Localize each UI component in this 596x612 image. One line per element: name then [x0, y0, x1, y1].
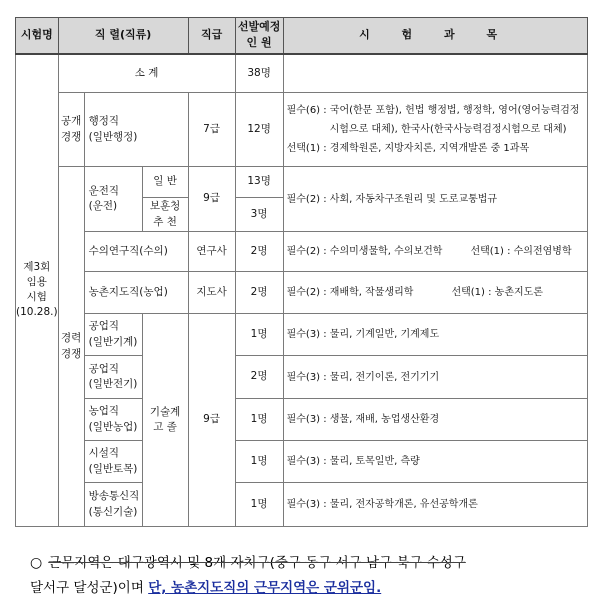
tech-row-4: [16, 441, 588, 483]
tech-rank-4: [84, 441, 142, 483]
note-text-2: 달서구 달성군)이며: [30, 580, 149, 596]
career-type-cell: [58, 167, 84, 527]
tech-rank-1-line1: 공업직: [88, 320, 120, 333]
header-count: [235, 18, 283, 54]
tech-rank-4-line2: (일반토목): [88, 462, 138, 475]
driving-sub-veteran-line1: 보훈청: [149, 200, 181, 213]
tech-label-cell: [142, 314, 188, 527]
career-type-line1: 경력: [60, 332, 82, 345]
open-rank-line2: (일반행정): [88, 130, 138, 143]
tech-row-1: [16, 314, 588, 356]
vet-optional: 선택(1) : 수의전염병학: [470, 246, 572, 257]
tech-rank-2-line1: 공업직: [88, 362, 120, 375]
career-type-line2: 경쟁: [60, 347, 82, 360]
tech-rank-2-line2: (일반전기): [88, 378, 138, 390]
vet-count: 2명: [235, 232, 283, 272]
tech-rank-3-line2: (일반농업): [88, 420, 138, 433]
tech-subjects-5: 필수(3) : 물리, 전자공학개론, 유선공학개론: [283, 483, 587, 527]
farm-guide-count: 2명: [235, 272, 283, 314]
tech-subjects-1: 필수(3) : 물리, 기계일반, 기계제도: [283, 314, 587, 356]
driving-sub-veteran-line2: 추 천: [153, 215, 177, 228]
vet-subjects: [283, 232, 587, 272]
open-count: 12명: [235, 93, 283, 167]
table-header-row: [16, 18, 588, 54]
driving-rank-line1: 운전직: [88, 184, 120, 197]
header-grade: 직급: [188, 18, 235, 54]
vet-required: 필수(2) : 수의미생물학, 수의보건학: [286, 246, 443, 257]
open-grade: 7급: [188, 93, 235, 167]
note-bullet: ○: [30, 555, 43, 571]
tech-row-3: [16, 399, 588, 441]
tech-row-2: [16, 356, 588, 399]
tech-label-line2: 고 졸: [153, 421, 177, 433]
open-rank-cell: [84, 93, 188, 167]
farm-guide-rank: 농촌지도직(농업): [84, 272, 188, 314]
tech-row-5: [16, 483, 588, 527]
tech-label-line1: 기술계: [149, 405, 181, 418]
driving-sub-veteran: [142, 198, 188, 232]
farm-guide-grade: 지도사: [188, 272, 235, 314]
exam-name-line2: 임용: [26, 276, 47, 289]
driving-general-row: [16, 167, 588, 198]
driving-rank-cell: [84, 167, 142, 232]
driving-subjects: 필수(2) : 사회, 자동차구조원리 및 도로교통법규: [283, 167, 587, 232]
vet-grade: 연구사: [188, 232, 235, 272]
exam-name-line4: (10.28.): [16, 306, 58, 319]
open-subjects-line3: 선택(1) : 경제학원론, 지방자치론, 지역개발론 중 1과목: [286, 143, 530, 154]
header-rank: 직 렬(직류): [58, 18, 188, 54]
exam-name-cell: [16, 54, 59, 527]
open-rank-line1: 행정직: [88, 115, 120, 128]
open-subjects-line2: 시험으로 대체), 한국사(한국사능력검정시험으로 대체): [329, 124, 567, 135]
driving-count-general: 13명: [235, 167, 283, 198]
vet-rank: 수의연구직(수의): [84, 232, 188, 272]
header-subjects: 시 험 과 목: [283, 18, 587, 54]
driving-count-veteran: 3명: [235, 198, 283, 232]
tech-count-4: 1명: [235, 441, 283, 483]
note-highlight: 단, 농촌지도직의 근무지역은 군위군임.: [148, 580, 382, 596]
tech-rank-1: [84, 314, 142, 356]
open-competition-row: [16, 93, 588, 167]
farm-guide-optional: 선택(1) : 농촌지도론: [451, 287, 543, 298]
tech-rank-3: [84, 399, 142, 441]
open-type-cell: [58, 93, 84, 167]
tech-rank-2: [84, 356, 142, 399]
tech-subjects-2: 필수(3) : 물리, 전기이론, 전기기기: [283, 356, 587, 399]
open-type-line2: 경쟁: [60, 130, 82, 143]
tech-rank-4-line1: 시설직: [88, 447, 120, 460]
tech-subjects-3: 필수(3) : 생물, 재배, 농업생산환경: [283, 399, 587, 441]
tech-rank-5-line2: (통신기술): [88, 505, 138, 518]
tech-rank-1-line2: (일반기계): [88, 335, 138, 348]
header-exam: 시험명: [16, 18, 59, 54]
exam-name-line1: 제3회: [23, 260, 51, 273]
farm-guide-row: [16, 272, 588, 314]
tech-subjects-4: 필수(3) : 물리, 토목일반, 측량: [283, 441, 587, 483]
open-subjects-line1: 필수(6) : 국어(한문 포함), 헌법 행정법, 행정학, 영어(영어능력검정: [286, 105, 580, 116]
subtotal-count: 38명: [235, 54, 283, 93]
subtotal-row: [16, 54, 588, 93]
tech-count-1: 1명: [235, 314, 283, 356]
tech-count-5: 1명: [235, 483, 283, 527]
tech-count-3: 1명: [235, 399, 283, 441]
exam-schedule-table: [15, 17, 588, 527]
farm-guide-required: 필수(2) : 재배학, 작물생리학: [286, 287, 414, 298]
exam-name-line3: 시험: [26, 291, 47, 304]
vet-row: [16, 232, 588, 272]
driving-rank-line2: (운전): [88, 200, 118, 212]
subtotal-empty: [283, 54, 587, 93]
open-type-line1: 공개: [60, 115, 82, 128]
tech-count-2: 2명: [235, 356, 283, 399]
driving-sub-general: 일 반: [142, 167, 188, 198]
header-count-line1: 선발예정: [237, 20, 281, 34]
subtotal-label: 소 계: [58, 54, 235, 93]
work-area-note: [30, 551, 590, 601]
tech-rank-5-line1: 방송통신직: [88, 490, 140, 503]
open-subjects: [283, 93, 587, 167]
driving-grade: 9급: [188, 167, 235, 232]
tech-rank-5: [84, 483, 142, 527]
header-count-line2: 인 원: [246, 36, 272, 50]
tech-rank-3-line1: 농업직: [88, 405, 120, 418]
farm-guide-subjects: [283, 272, 587, 314]
tech-grade: 9급: [188, 314, 235, 527]
note-text-1: 근무지역은 대구광역시 및 8개 자치구(중구 동구 서구 남구 북구 수성구: [48, 555, 466, 571]
